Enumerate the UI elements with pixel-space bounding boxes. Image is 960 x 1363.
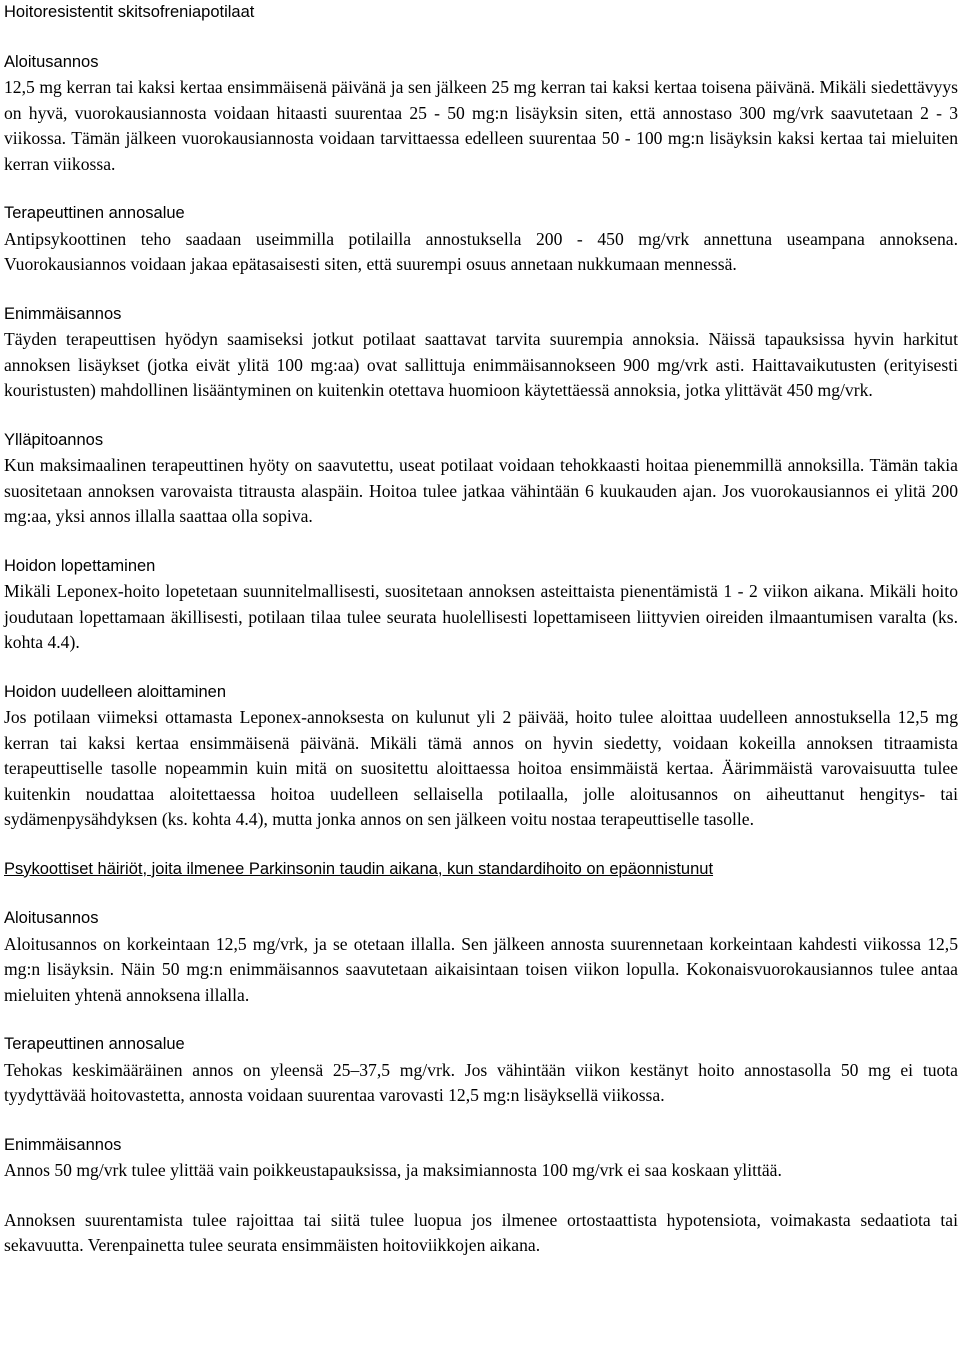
section-heading: Aloitusannos bbox=[4, 909, 99, 927]
section-discontinuation bbox=[4, 554, 958, 656]
document-title: Hoitoresistentit skitsofreniapotilaat bbox=[4, 3, 255, 21]
section-text: Annoksen suurentamista tulee rajoittaa tai siitä tulee luopua jos ilmenee ortostaattista hypotensiota, voimakasta sedaatiota tai sekavuutta. Verenpainetta tulee seurata ensimmäisten hoitoviikkojen aikana. bbox=[4, 1209, 958, 1255]
section-text: Tehokas keskimääräinen annos on yleensä 25–37,5 mg/vrk. Jos vähintään viikon kestänyt hoito annostasolla 50 mg ei tuota tyydyttävää hoitovastetta, annosta voidaan suurentaa varovasti 12,5 mg:n lisäyksellä viikossa. bbox=[4, 1059, 958, 1105]
section-heading: Enimmäisannos bbox=[4, 1135, 122, 1154]
document-page bbox=[4, 0, 958, 1283]
section-heading: Terapeuttinen annosalue bbox=[4, 1035, 185, 1053]
section-heading: Enimmäisannos bbox=[4, 304, 122, 323]
section-heading: Hoidon lopettaminen bbox=[4, 556, 156, 575]
section-text: Aloitusannos on korkeintaan 12,5 mg/vrk, ja se otetaan illalla. Sen jälkeen annosta suurennetaan korkeintaan kahdesti viikossa 12,5 mg:n lisäyksin. Näin 50 mg:n enimmäisannos saavutetaan aikaisintaan toisen viikon lopulla. Kokonaisvuorokausiannos tulee antaa mieluiten yhtenä annoksena illalla. bbox=[4, 933, 958, 1005]
section-reinitiation bbox=[4, 680, 958, 833]
section-text: Jos potilaan viimeksi ottamasta Leponex-annoksesta on kulunut yli 2 päivää, hoito tulee aloittaa uudelleen annostuksella 12,5 mg kerran tai kaksi kertaa ensimmäisenä päivänä. Mikäli tämä annos on hyvin siedetty, voidaan kokeilla annoksen titraamista terapeuttiselle tasolle nopeammin kuin mitä on suositettu aloittaessa hoitoa ensimmäistä kertaa. Äärimmäistä varovaisuutta tulee kuitenkin noudattaa aloitettaessa hoitoa uudelleen sellaisella potilaalla, jolle aloitusannos on aiheuttanut hengitys- tai sydämenpysähdyksen (ks. kohta 4.4), mutta jonka annos on sen jälkeen voitu nostaa terapeuttiselle tasolle. bbox=[4, 707, 958, 829]
section-text: Antipsykoottinen teho saadaan useimmilla potilailla annostuksella 200 - 450 mg/vrk annettuna useampana annoksena. Vuorokausiannos voidaan jakaa epätasaisesti siten, että suurempi osuus annetaan nukkumaan mennessä. bbox=[4, 228, 958, 274]
section-pd-dose-limits bbox=[4, 1208, 958, 1259]
section-maintenance-dose bbox=[4, 428, 958, 530]
parkinson-subtitle: Psykoottiset häiriöt, joita ilmenee Parkinsonin taudin aikana, kun standardihoito on epäonnistunut bbox=[4, 859, 714, 878]
section-text: Annos 50 mg/vrk tulee ylittää vain poikkeustapauksissa, ja maksimiannosta 100 mg/vrk ei saa koskaan ylittää. bbox=[4, 1160, 782, 1180]
section-maximum-dose bbox=[4, 302, 958, 404]
section-heading: Aloitusannos bbox=[4, 52, 99, 71]
section-pd-maximum-dose bbox=[4, 1133, 958, 1184]
section-initial-dose bbox=[4, 50, 958, 178]
section-text: Täyden terapeuttisen hyödyn saamiseksi jotkut potilaat saattavat tarvita suurempia annoksia. Näissä tapauksissa hyvin harkitut annoksen lisäykset (jotka eivät ylitä 100 mg:aa) ovat sallittuja enimmäisannokseen 900 mg/vrk asti. Haittavaikutusten (erityisesti kouristusten) mahdollinen lisääntyminen on kuitenkin otettava huomioon käytettäessä annoksia, jotka ylittävät 450 mg/vrk. bbox=[4, 329, 958, 400]
section-pd-initial-dose bbox=[4, 906, 958, 1008]
section-heading: Hoidon uudelleen aloittaminen bbox=[4, 682, 226, 701]
section-heading: Terapeuttinen annosalue bbox=[4, 204, 185, 222]
section-therapeutic-range bbox=[4, 201, 958, 278]
section-text: 12,5 mg kerran tai kaksi kertaa ensimmäisenä päivänä ja sen jälkeen 25 mg kerran tai kaksi kertaa toisena päivänä. Mikäli siedettävyys on hyvä, vuorokausiannosta voidaan hitaasti suurentaa 25 - 50 mg:n lisäyksin siten, että annostaso 300 mg/vrk saavutetaan 2 - 3 viikossa. Tämän jälkeen vuorokausiannosta voidaan tarvittaessa edelleen suurentaa 50 - 100 mg:n lisäyksin kaksi kertaa tai mieluiten kerran viikossa. bbox=[4, 77, 958, 174]
section-heading: Ylläpitoannos bbox=[4, 430, 104, 449]
section-text: Mikäli Leponex-hoito lopetetaan suunnitelmallisesti, suositetaan annoksen asteittaista pienentämistä 1 - 2 viikon aikana. Mikäli hoito joudutaan lopettamaan äkillisesti, potilaan tilaa tulee seurata huolellisesti lopettamiseen liittyvien oireiden ilmaantumisen varalta (ks. kohta 4.4). bbox=[4, 581, 958, 652]
section-pd-therapeutic-range bbox=[4, 1032, 958, 1109]
section-text: Kun maksimaalinen terapeuttinen hyöty on saavutettu, useat potilaat voidaan tehokkaasti hoitaa pienemmillä annoksilla. Tämän takia suositetaan annoksen varovaista titrausta alaspäin. Hoitoa tulee jatkaa vähintään 6 kuukauden ajan. Jos vuorokausiannos ei ylitä 200 mg:aa, yksi annos illalla saattaa olla sopiva. bbox=[4, 455, 958, 526]
